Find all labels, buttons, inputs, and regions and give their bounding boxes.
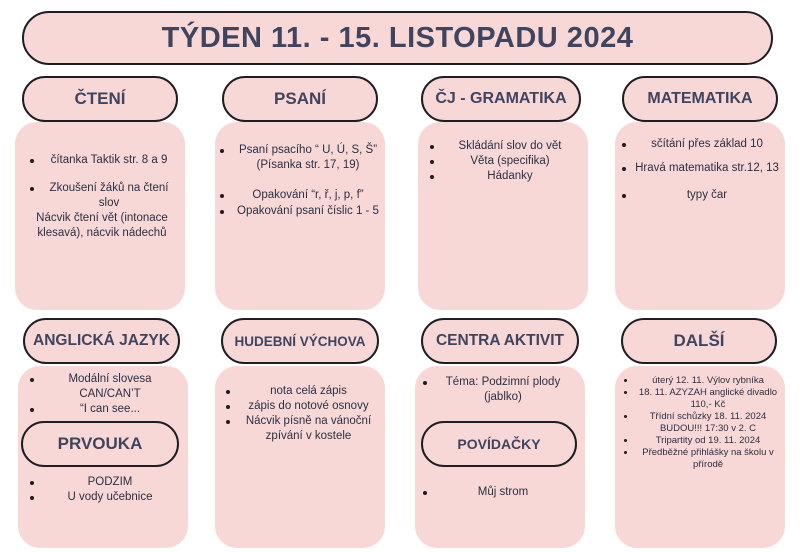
week-title-text: TÝDEN 11. - 15. LISTOPADU 2024: [161, 21, 634, 54]
povidacky-heading: [421, 421, 577, 467]
list-item: čítanka Taktik str. 8 a 9: [28, 153, 176, 168]
list-item: Zkoušení žáků na čtení slov: [28, 181, 176, 211]
cteni-list: [28, 153, 176, 241]
list-item: nota celá zápis: [224, 384, 379, 399]
list-item: Psaní psacího “ U, Ú, S, Š” (Písanka str. 17, 19): [218, 143, 384, 173]
centra-heading-text: CENTRA AKTIVIT: [435, 332, 564, 349]
cteni-heading-text: ČTENÍ: [74, 89, 126, 108]
list-item: Věta (specifika): [428, 154, 578, 169]
psani-heading-text: PSANÍ: [274, 89, 326, 108]
povidacky-list: [421, 485, 571, 500]
list-item: Skládání slov do vět: [428, 139, 578, 154]
list-item: zápis do notové osnovy: [224, 399, 379, 414]
psani-list: [218, 143, 384, 219]
centra-list: [421, 375, 571, 405]
prvouka-list: [28, 475, 178, 505]
dalsi-list: [622, 375, 780, 471]
centra-heading: [421, 318, 579, 364]
list-item: typy čar: [620, 188, 780, 203]
psani-heading: [222, 76, 378, 122]
list-item: U vody učebnice: [28, 490, 178, 505]
cj-heading: [421, 76, 581, 122]
matematika-heading-text: MATEMATIKA: [647, 90, 753, 107]
list-item: Tripartity od 19. 11. 2024: [622, 435, 780, 447]
list-item: Hádanky: [428, 169, 578, 184]
hudebni-heading: [221, 318, 379, 364]
cj-list: [428, 139, 578, 184]
list-item: úterý 12. 11. Výlov rybníka: [622, 375, 780, 387]
cteni-heading: [22, 76, 178, 122]
hudebni-heading-text: HUDEBNÍ VÝCHOVA: [234, 333, 366, 349]
list-item: Nácvik čtení vět (intonace klesavá), nácvik nádechů: [36, 212, 168, 239]
list-item: Nácvik písně na vánoční zpívání v kostele: [224, 414, 379, 444]
list-item: sčítání přes základ 10: [620, 137, 780, 152]
dalsi-heading-text: DALŠÍ: [673, 331, 725, 350]
week-title: [22, 11, 773, 65]
list-item: Opakování “r, ř, j, p, f”: [218, 188, 384, 203]
prvouka-heading: [21, 421, 179, 467]
anglicky-list: [28, 372, 178, 417]
list-item: Hravá matematika str.12, 13: [620, 161, 780, 176]
hudebni-list: [224, 384, 379, 444]
list-item: Modální slovesa CAN/CAN’T: [28, 372, 178, 402]
list-item: 18. 11. AZYZAH anglické divadlo 110,- Kč: [622, 387, 780, 411]
list-item: Třídní schůzky 18. 11. 2024 BUDOU!!! 17:30 v 2. C: [622, 411, 780, 435]
list-item: “I can see...: [28, 402, 178, 417]
matematika-list: [620, 137, 780, 203]
list-item: PODZIM: [28, 475, 178, 490]
dalsi-heading: [621, 318, 777, 364]
matematika-heading: [622, 76, 778, 122]
anglicky-heading: [23, 318, 180, 364]
prvouka-heading-text: PRVOUKA: [57, 434, 143, 453]
cj-heading-text: ČJ - GRAMATIKA: [435, 90, 567, 107]
anglicky-heading-text: ANGLICKÁ JAZYK: [33, 332, 170, 349]
list-item: Opakování psaní číslic 1 - 5: [218, 204, 384, 219]
list-item: Předběžné přihlášky na školu v přírodě: [622, 447, 780, 471]
povidacky-heading-text: POVÍDAČKY: [457, 436, 541, 452]
list-item: Téma: Podzimní plody (jablko): [421, 375, 571, 405]
list-item: Můj strom: [421, 485, 571, 500]
